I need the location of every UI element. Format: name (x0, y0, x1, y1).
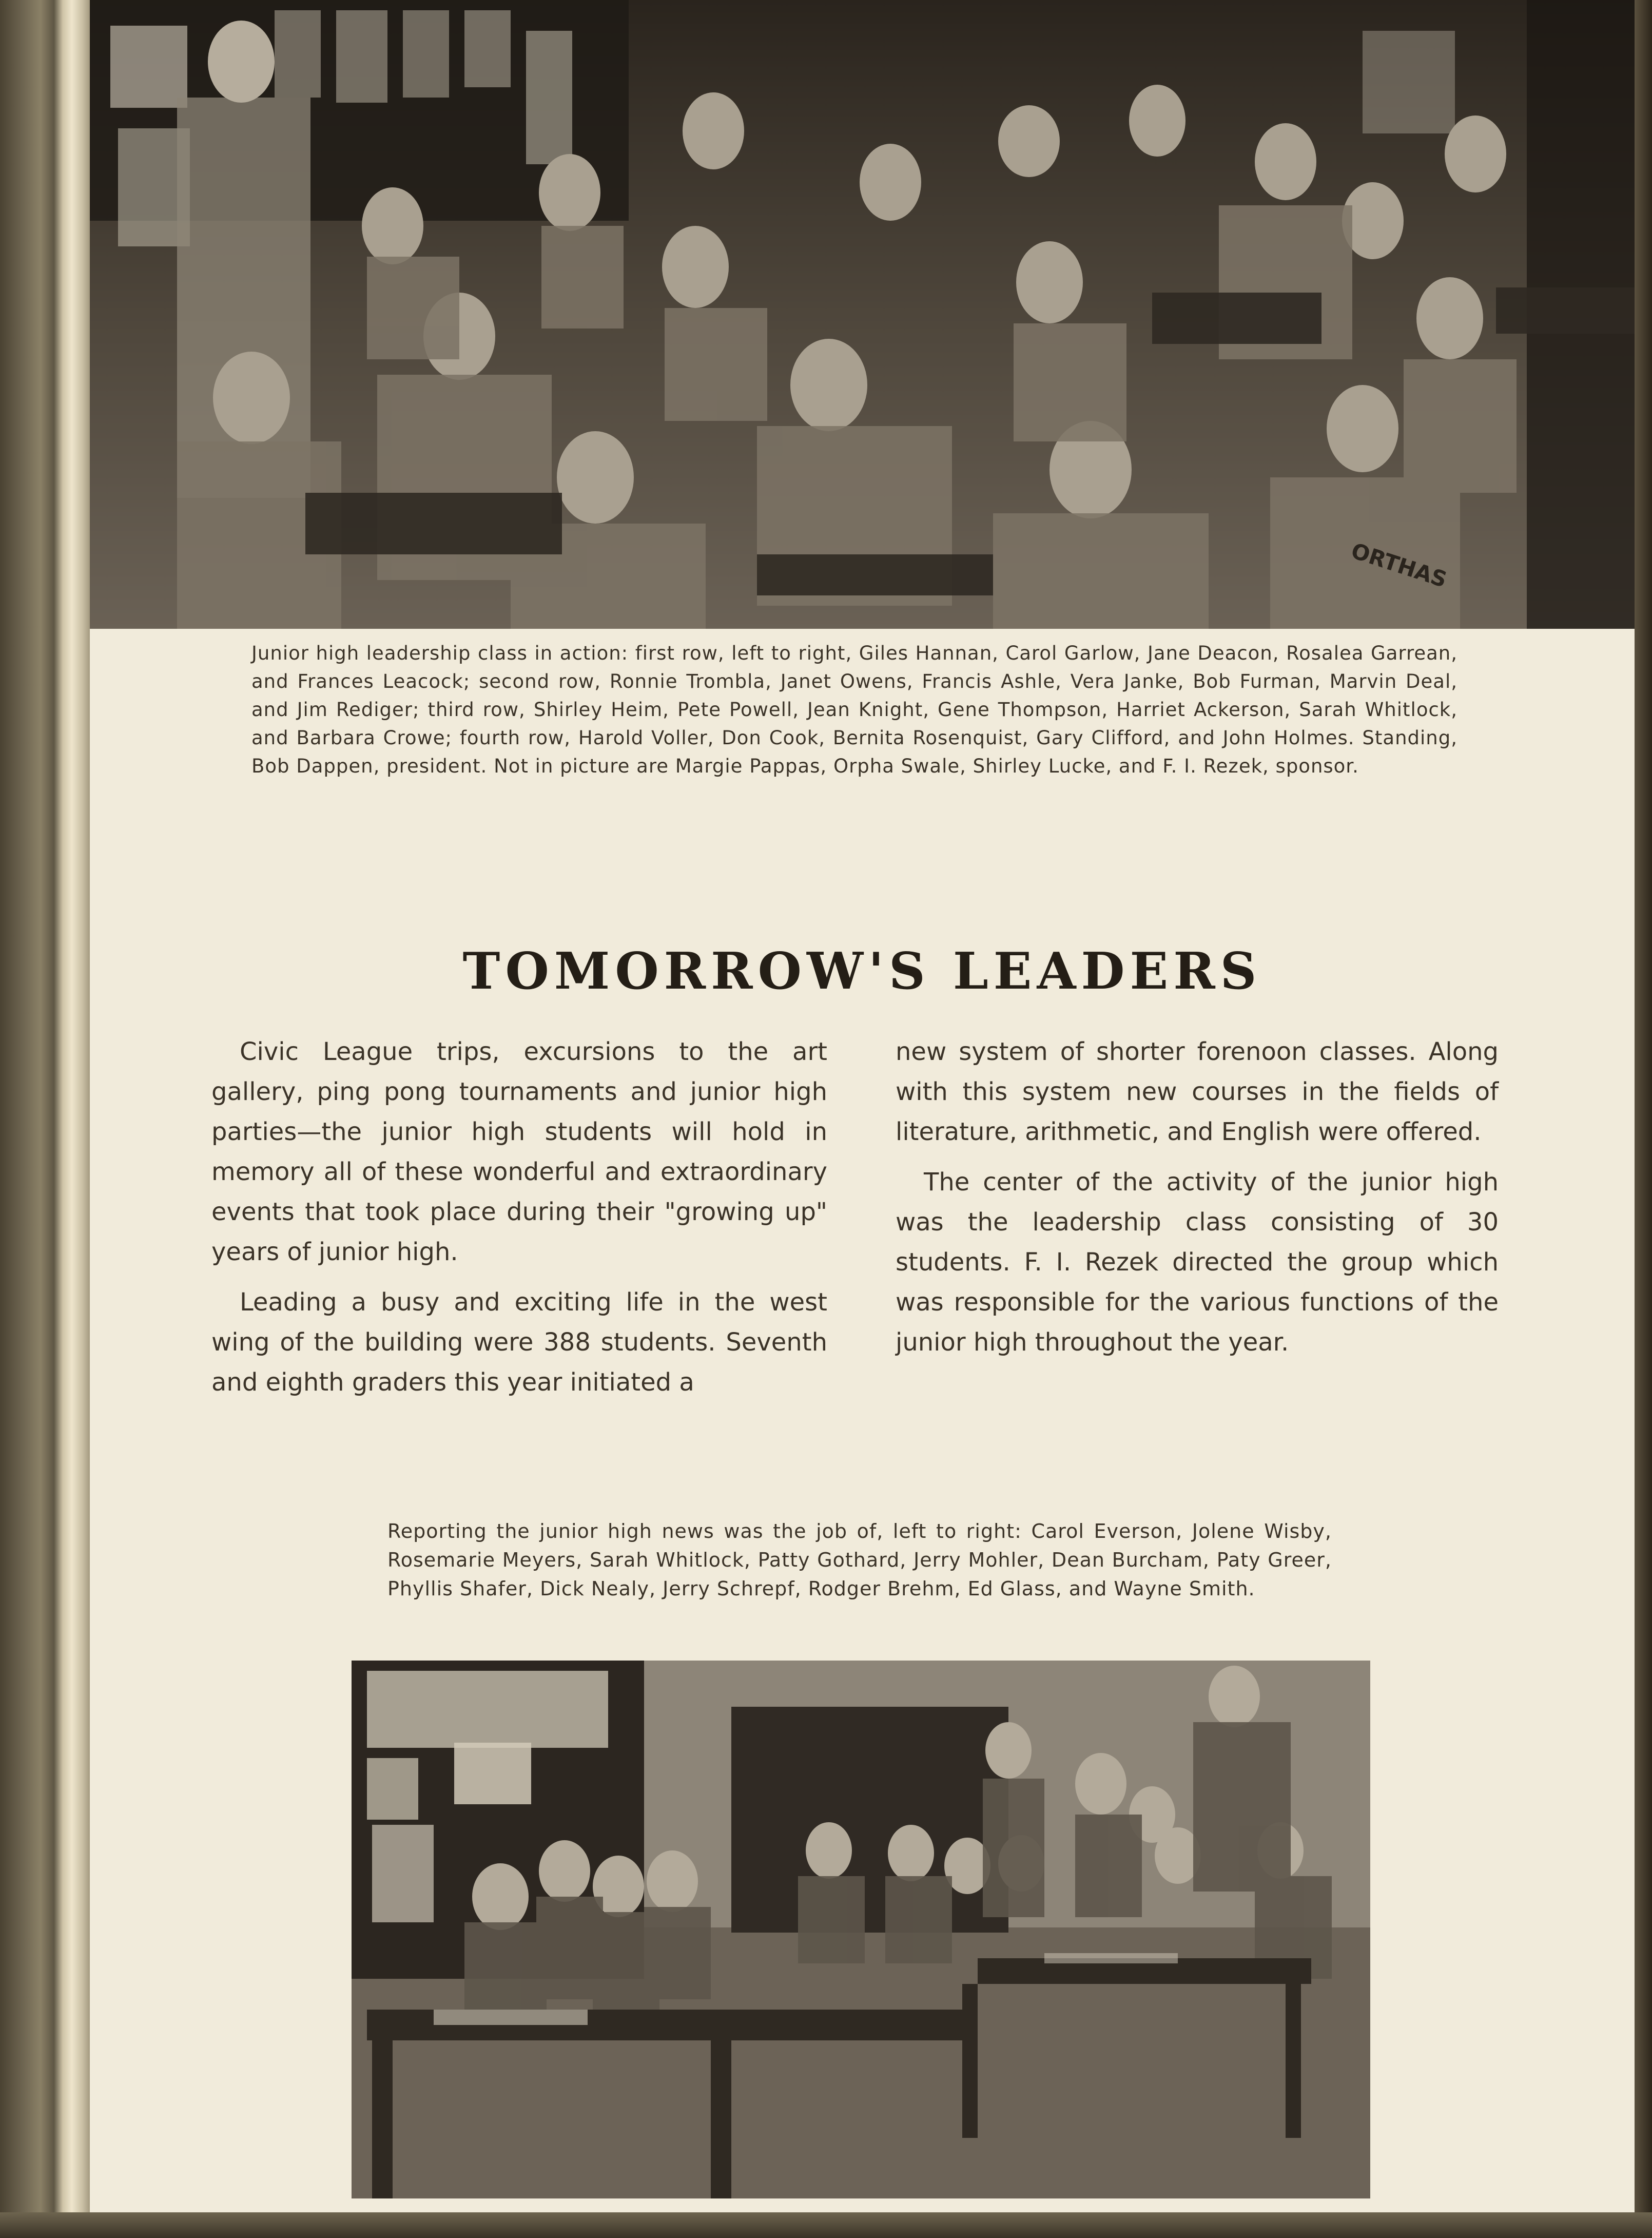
page-binding-edge (0, 0, 90, 2238)
article-paragraph: The center of the activity of the junior high was the leadership class consisting of 30 students. F. I. Rezek directed the group which was responsible for the various functions of the junior high throughout the year. (896, 1168, 1499, 1357)
article-left-column (211, 1032, 827, 1413)
article-paragraph: new system of shorter forenoon classes. Along with this system new courses in the fields of literature, arithmetic, and English were offered. (896, 1037, 1499, 1146)
page-bottom-edge (0, 2212, 1652, 2238)
photo-shirt-lettering: ORTHAS (1348, 537, 1450, 593)
page-headline: TOMORROW'S LEADERS (462, 942, 1262, 1001)
article-paragraph: Leading a busy and exciting life in the west wing of the building were 388 students. Seventh and eighth graders this year initiated a (211, 1288, 827, 1397)
leadership-class-photo (90, 0, 1635, 629)
article-right-column (896, 1032, 1499, 1373)
bottom-photo-caption: Reporting the junior high news was the job of, left to right: Carol Everson, Jolene Wisby, Rosemarie Meyers, Sarah Whitlock, Patty Gothard, Jerry Mohler, Dean Burcham, Paty Greer, Phyllis Shafer, Dick Nealy, Jerry Schrepf, Rodger Brehm, Ed Glass, and Wayne Smith. (387, 1520, 1332, 1600)
news-staff-photo (352, 1661, 1370, 2198)
article-paragraph: Civic League trips, excursions to the art gallery, ping pong tournaments and junior high parties—the junior high students will hold in memory all of these wonderful and extraordinary events that took place during their "growing up" years of junior high. (211, 1037, 827, 1266)
top-photo-caption: Junior high leadership class in action: first row, left to right, Giles Hannan, Carol Garlow, Jane Deacon, Rosalea Garrean, and Frances Leacock; second row, Ronnie Trombla, Janet Owens, Francis Ashle, Vera Janke, Bob Furman, Marvin Deal, and Jim Rediger; third row, Shirley Heim, Pete Powell, Jean Knight, Gene Thompson, Harriet Ackerson, Sarah Whitlock, and Barbara Crowe; fourth row, Harold Voller, Don Cook, Bernita Rosenquist, Gary Clifford, and John Holmes. Standing, Bob Dappen, president. Not in picture are Margie Pappas, Orpha Swale, Shirley Lucke, and F. I. Rezek, sponsor. (251, 642, 1457, 777)
page-right-edge (1635, 0, 1652, 2238)
